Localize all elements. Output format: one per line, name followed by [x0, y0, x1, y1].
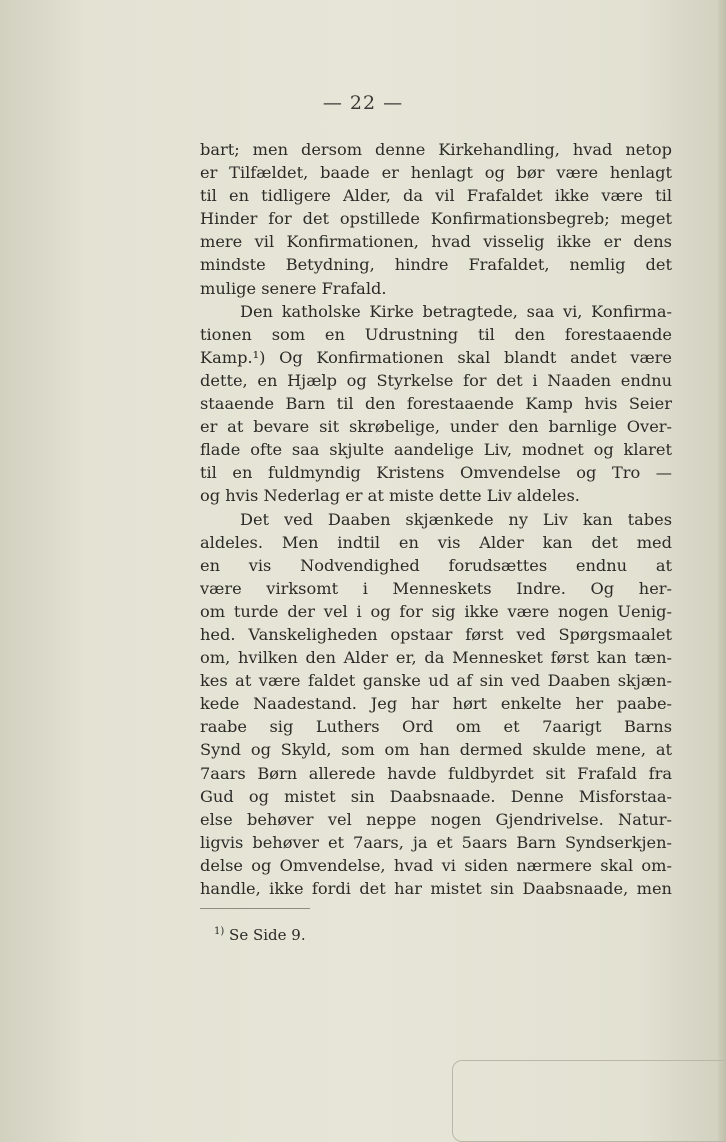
text-line: tionen som en Udrustning til den forestaaende: [200, 324, 672, 344]
text-line: er Tilfældet, baade er henlagt og bør være henlagt: [200, 163, 672, 183]
text-line: 7aars Børn allerede havde fuldbyrdet sit Frafald fra: [200, 763, 672, 783]
text-line: være virksomt i Menneskets Indre. Og her-: [200, 578, 672, 598]
page-edge: [718, 0, 726, 1142]
text-line: raabe sig Luthers Ord om et 7aarigt Barns: [200, 717, 672, 737]
text-line: ligvis behøver et 7aars, ja et 5aars Barn Syndserkjen-: [200, 832, 672, 852]
text-line: en vis Nodvendighed forudsættes endnu at: [200, 555, 672, 575]
text-line: Kamp.¹) Og Konfirmationen skal blandt andet være: [200, 347, 672, 367]
footnote: [214, 926, 306, 944]
text-line: mindste Betydning, hindre Frafaldet, nemlig det: [200, 255, 672, 275]
text-line: Den katholske Kirke betragtede, saa vi, Konfirma-: [240, 301, 672, 321]
text-line: til en tidligere Alder, da vil Frafaldet ikke være til: [200, 186, 672, 206]
footnote-text: Se Side 9.: [229, 926, 306, 944]
text-line: Hinder for det opstillede Konfirmationsbegreb; meget: [200, 209, 672, 229]
text-line: om turde der vel i og for sig ikke være nogen Uenig-: [200, 601, 672, 621]
text-line: Gud og mistet sin Daabsnaade. Denne Misforstaa-: [200, 786, 672, 806]
page-stain: [452, 1060, 726, 1142]
text-line: delse og Omvendelse, hvad vi siden nærmere skal om-: [200, 855, 672, 875]
text-line: Det ved Daaben skjænkede ny Liv kan tabes: [240, 509, 672, 529]
text-line: staaende Barn til den forestaaende Kamp hvis Seier: [200, 394, 672, 414]
text-line: er at bevare sit skrøbelige, under den barnlige Over-: [200, 417, 672, 437]
text-line: flade ofte saa skjulte aandelige Liv, modnet og klaret: [200, 440, 672, 460]
page-number: — 22 —: [322, 92, 404, 114]
text-line: dette, en Hjælp og Styrkelse for det i Naaden endnu: [200, 370, 672, 390]
text-line: mulige senere Frafald.: [200, 278, 387, 298]
text-line: kede Naadestand. Jeg har hørt enkelte her paabe-: [200, 694, 672, 714]
body-text: [200, 138, 672, 900]
footnote-rule: [200, 908, 310, 909]
text-line: handle, ikke fordi det har mistet sin Daabsnaade, men: [200, 879, 672, 898]
text-line: else behøver vel neppe nogen Gjendrivelse. Natur-: [200, 809, 672, 829]
text-line: hed. Vanskeligheden opstaar først ved Spørgsmaalet: [200, 624, 672, 644]
text-line: og hvis Nederlag er at miste dette Liv aldeles.: [200, 486, 580, 506]
text-line: kes at være faldet ganske ud af sin ved Daaben skjæn-: [200, 671, 672, 691]
text-line: om, hvilken den Alder er, da Mennesket først kan tæn-: [200, 648, 672, 668]
text-line: til en fuldmyndig Kristens Omvendelse og Tro —: [200, 463, 672, 483]
text-line: Synd og Skyld, som om han dermed skulde mene, at: [200, 740, 672, 760]
text-line: mere vil Konfirmationen, hvad visselig ikke er dens: [200, 232, 672, 252]
footnote-marker: 1): [214, 926, 225, 937]
text-line: bart; men dersom denne Kirkehandling, hvad netop: [200, 140, 672, 159]
text-line: aldeles. Men indtil en vis Alder kan det med: [200, 532, 672, 552]
